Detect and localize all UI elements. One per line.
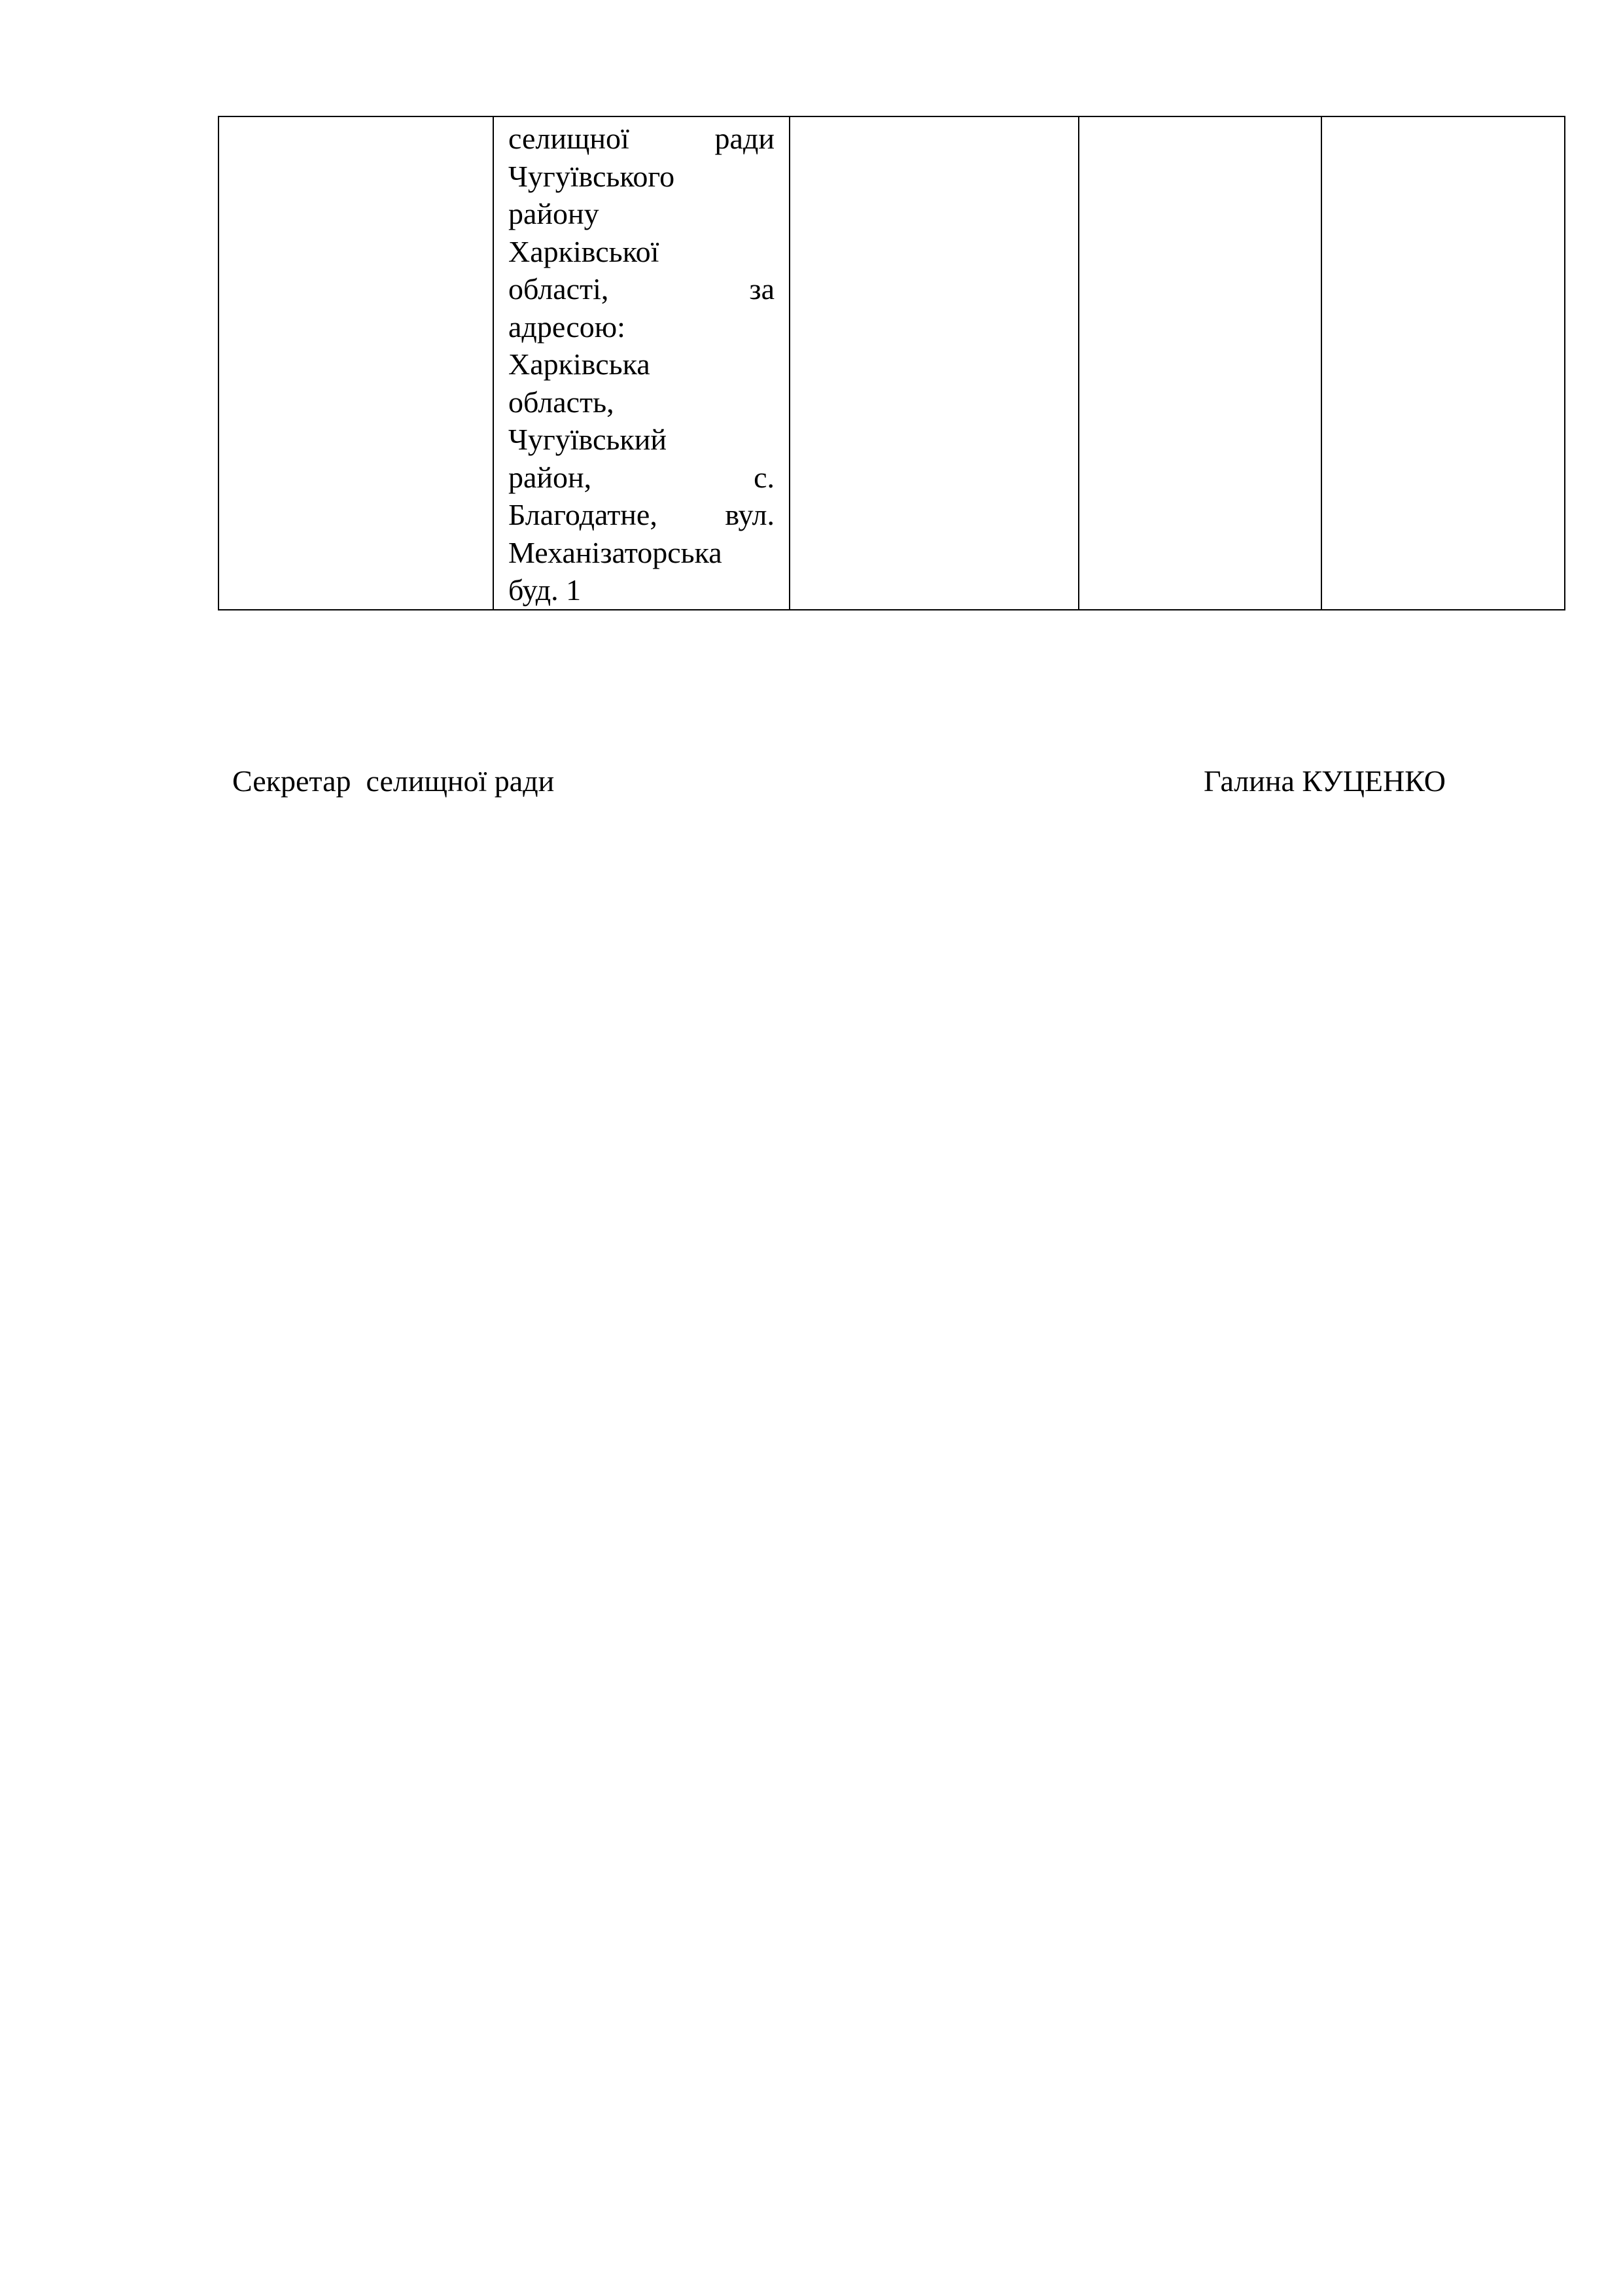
address-word: селищної — [508, 122, 629, 155]
address-line — [508, 345, 775, 383]
table-row — [218, 116, 1565, 610]
address-line — [508, 534, 775, 572]
address-word: за — [749, 272, 775, 306]
address-word: області, — [508, 272, 609, 306]
table-cell-empty-5 — [1321, 116, 1565, 610]
address-line — [508, 571, 775, 609]
address-line — [508, 421, 775, 459]
address-word: Харківська — [508, 347, 650, 381]
table-cell-empty-4 — [1079, 116, 1321, 610]
address-word: адресою: — [508, 309, 625, 344]
address-line — [508, 270, 775, 308]
address-line — [508, 120, 775, 158]
address-word: Чугуївський — [508, 423, 667, 456]
address-text — [494, 117, 789, 609]
address-line — [508, 383, 775, 421]
address-word: буд. 1 — [508, 573, 582, 607]
signature-name: Галина КУЦЕНКО — [1204, 764, 1446, 798]
address-word: Механізаторська — [508, 535, 722, 569]
table-cell-empty-1 — [218, 116, 493, 610]
address-word: району — [508, 197, 599, 230]
address-line — [508, 233, 775, 271]
address-line — [508, 459, 775, 497]
address-word: вул. — [725, 498, 775, 531]
address-word: Чугуївського — [508, 159, 675, 193]
address-word: с. — [754, 460, 775, 494]
table-cell-empty-3 — [790, 116, 1079, 610]
address-line — [508, 308, 775, 346]
records-table — [218, 116, 1565, 610]
address-word: район, — [508, 460, 592, 494]
signature-title: Секретар селищної ради — [232, 764, 555, 798]
address-line — [508, 195, 775, 233]
address-word: Благодатне, — [508, 498, 657, 531]
address-line — [508, 158, 775, 196]
address-line — [508, 496, 775, 534]
address-word: ради — [714, 122, 775, 155]
address-word: область, — [508, 385, 614, 419]
table-cell-address — [493, 116, 790, 610]
address-word: Харківської — [508, 234, 659, 268]
